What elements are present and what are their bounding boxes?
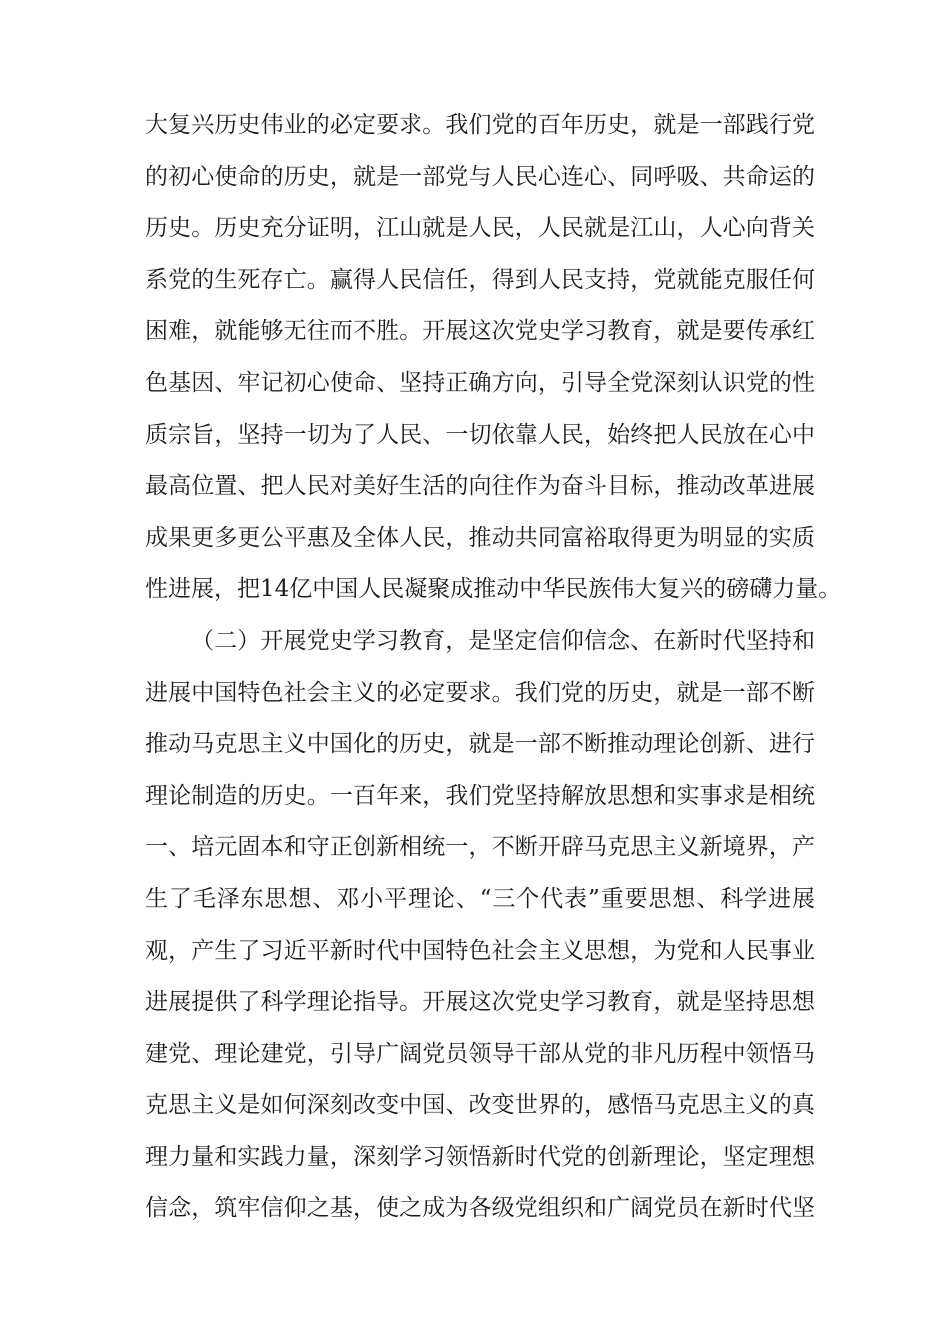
text-line: 进展中国特色社会主义的必定要求。我们党的历史，就是一部不断: [145, 679, 815, 706]
text-line: （二）开展党史学习教育，是坚定信仰信念、在新时代坚持和: [191, 627, 815, 654]
text-line: 观，产生了习近平新时代中国特色社会主义思想，为党和人民事业: [145, 937, 815, 964]
paragraph-1: [145, 100, 842, 616]
text-line: 理力量和实践力量，深刻学习领悟新时代党的创新理论，坚定理想: [145, 1143, 815, 1170]
text-line: 大复兴历史伟业的必定要求。我们党的百年历史，就是一部践行党: [145, 112, 815, 138]
text-line: 质宗旨，坚持一切为了人民、一切依靠人民，始终把人民放在心中: [145, 421, 815, 448]
paragraph-2: [145, 616, 815, 1235]
text-line: 信念，筑牢信仰之基，使之成为各级党组织和广阔党员在新时代坚: [145, 1195, 815, 1222]
text-line: 生了毛泽东思想、邓小平理论、“三个代表”重要思想、科学进展: [145, 885, 815, 912]
text-line: 色基因、牢记初心使命、坚持正确方向，引导全党深刻认识党的性: [145, 369, 815, 396]
body-text: [145, 100, 842, 1235]
text-line: 克思主义是如何深刻改变中国、改变世界的，感悟马克思主义的真: [145, 1092, 815, 1119]
text-line: 进展提供了科学理论指导。开展这次党史学习教育，就是坚持思想: [145, 989, 815, 1016]
text-line: 成果更多更公平惠及全体人民，推动共同富裕取得更为明显的实质: [145, 524, 815, 551]
text-line: 性进展，把14亿中国人民凝聚成推动中华民族伟大复兴的磅礴力量。: [145, 576, 842, 603]
text-line: 建党、理论建党，引导广阔党员领导干部从党的非凡历程中领悟马: [145, 1040, 815, 1067]
text-line: 最高位置、把人民对美好生活的向往作为奋斗目标，推动改革进展: [145, 473, 815, 500]
text-line: 一、培元固本和守正创新相统一，不断开辟马克思主义新境界，产: [145, 834, 815, 861]
text-line: 的初心使命的历史，就是一部党与人民心连心、同呼吸、共命运的: [145, 163, 815, 190]
text-line: 系党的生死存亡。赢得人民信任，得到人民支持，党就能克服任何: [145, 266, 815, 293]
text-line: 困难，就能够无往而不胜。开展这次党史学习教育，就是要传承红: [145, 318, 815, 345]
text-line: 推动马克思主义中国化的历史，就是一部不断推动理论创新、进行: [145, 731, 815, 758]
text-line: 历史。历史充分证明，江山就是人民，人民就是江山，人心向背关: [145, 215, 815, 242]
text-line: 理论制造的历史。一百年来，我们党坚持解放思想和实事求是相统: [145, 782, 815, 809]
